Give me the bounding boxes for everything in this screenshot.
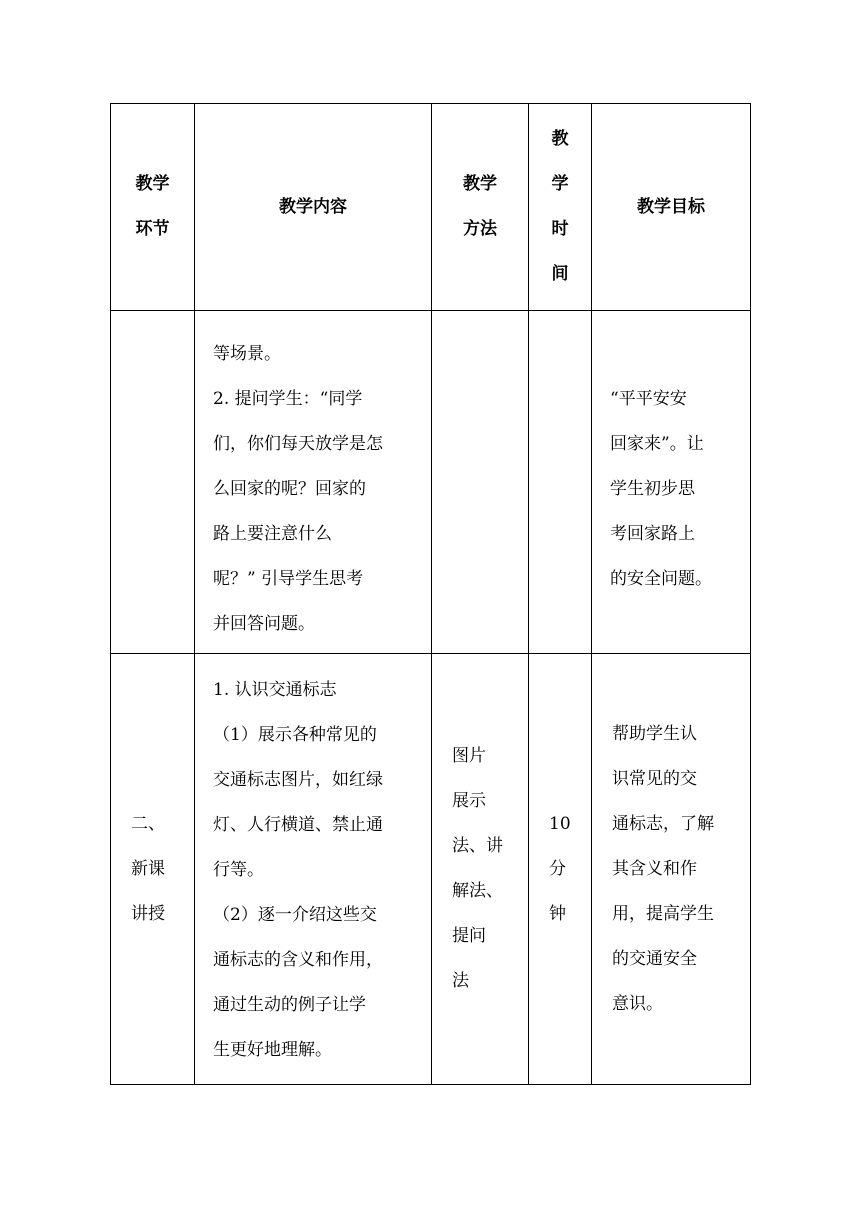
cell-time: 10 分 钟 bbox=[529, 654, 592, 1085]
cell-content: 1. 认识交通标志 （1）展示各种常见的 交通标志图片，如红绿 灯、人行横道、禁止通 行等。 （2）逐一介绍这些交 通标志的含义和作用， 通过生动的例子让学 生更好地理解。 bbox=[195, 654, 432, 1085]
lesson-plan-table bbox=[110, 103, 751, 1085]
header-content: 教学内容 bbox=[195, 104, 432, 311]
cell-stage bbox=[111, 311, 195, 654]
header-time: 教 学 时 间 bbox=[529, 104, 592, 311]
cell-goal: “平平安安 回家来”。让 学生初步思 考回家路上 的安全问题。 bbox=[592, 311, 751, 654]
cell-method: 图片 展示 法、讲 解法、 提问 法 bbox=[432, 654, 529, 1085]
cell-method bbox=[432, 311, 529, 654]
header-goal: 教学目标 bbox=[592, 104, 751, 311]
header-stage: 教学 环节 bbox=[111, 104, 195, 311]
cell-content: 等场景。 2. 提问学生：“同学 们，你们每天放学是怎 么回家的呢？回家的 路上要注意什么 呢？” 引导学生思考 并回答问题。 bbox=[195, 311, 432, 654]
cell-goal: 帮助学生认 识常见的交 通标志，了解 其含义和作 用，提高学生 的交通安全 意识。 bbox=[592, 654, 751, 1085]
cell-stage: 二、 新课 讲授 bbox=[111, 654, 195, 1085]
table-row bbox=[111, 654, 751, 1085]
header-method: 教学 方法 bbox=[432, 104, 529, 311]
cell-time bbox=[529, 311, 592, 654]
table-header-row bbox=[111, 104, 751, 311]
table-row bbox=[111, 311, 751, 654]
